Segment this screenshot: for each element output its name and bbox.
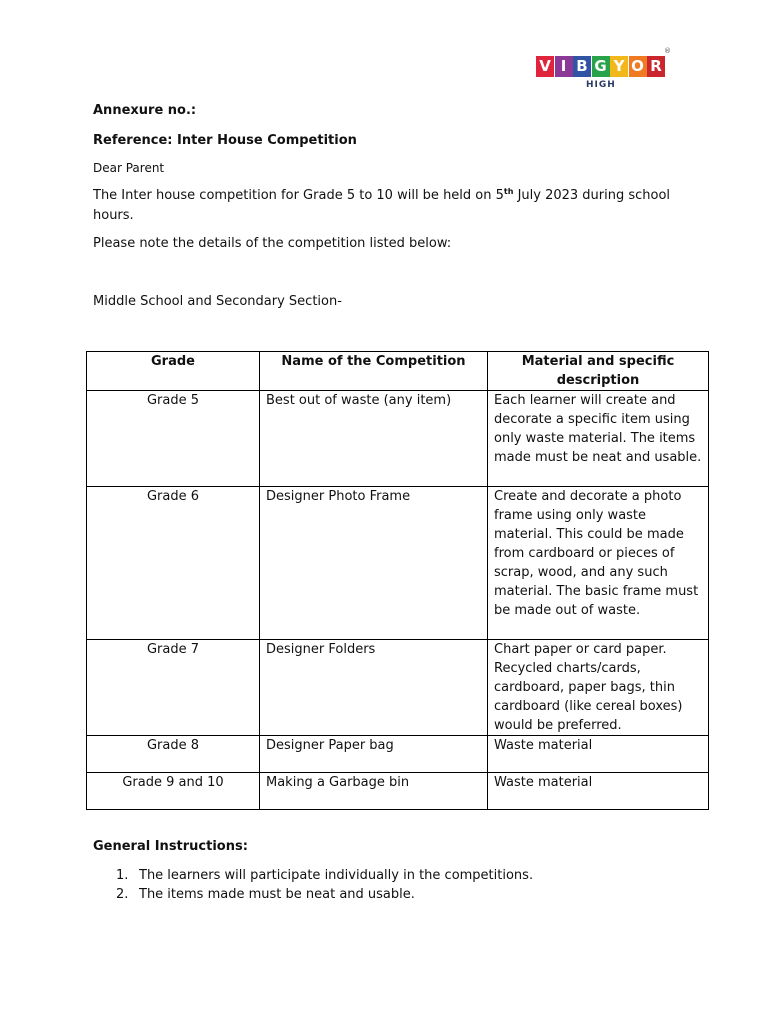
list-number: 2. [116, 887, 129, 902]
logo-letter: R [647, 56, 665, 77]
salutation: Dear Parent [93, 161, 165, 175]
column-header-grade: Grade [87, 352, 260, 391]
list-item [116, 885, 533, 904]
competition-table [86, 351, 709, 810]
logo-letter: G [592, 56, 610, 77]
grade-cell: Grade 8 [87, 736, 260, 773]
competition-name-cell: Designer Folders [260, 640, 488, 736]
material-cell: Waste material [488, 736, 709, 773]
table-row [87, 773, 709, 810]
registered-mark: ® [664, 47, 671, 55]
list-item-text: The learners will participate individually in the competitions. [139, 868, 534, 883]
list-number: 1. [116, 868, 129, 883]
logo-letter: B [573, 56, 591, 77]
intro-line-1 [93, 186, 670, 205]
material-cell: Waste material [488, 773, 709, 810]
logo-letter: O [629, 56, 647, 77]
material-cell: Each learner will create and decorate a specific item using only waste material. The items made must be neat and usable. [488, 391, 709, 487]
material-cell: Chart paper or card paper. Recycled charts/cards, cardboard, paper bags, thin cardboard (like cereal boxes) would be preferred. [488, 640, 709, 736]
vibgyor-high-logo [536, 47, 671, 95]
grade-cell: Grade 6 [87, 487, 260, 640]
competition-name-cell: Best out of waste (any item) [260, 391, 488, 487]
logo-subtitle: HIGH [586, 80, 616, 90]
grade-cell: Grade 9 and 10 [87, 773, 260, 810]
annexure-label: Annexure no.: [93, 103, 197, 118]
logo-letter: Y [610, 56, 628, 77]
reference-line: Reference: Inter House Competition [93, 133, 357, 148]
general-instructions-heading: General Instructions: [93, 839, 248, 854]
grade-cell: Grade 5 [87, 391, 260, 487]
table-header-row [87, 352, 709, 391]
column-header-name: Name of the Competition [260, 352, 488, 391]
note-line: Please note the details of the competition listed below: [93, 236, 452, 251]
list-item [116, 866, 533, 885]
table-row [87, 736, 709, 773]
grade-cell: Grade 7 [87, 640, 260, 736]
intro-text: The Inter house competition for Grade 5 to 10 will be held on 5 [93, 188, 504, 203]
logo-letter: I [555, 56, 573, 77]
competition-name-cell: Designer Photo Frame [260, 487, 488, 640]
table-row [87, 640, 709, 736]
list-item-text: The items made must be neat and usable. [139, 887, 415, 902]
material-cell: Create and decorate a photo frame using only waste material. This could be made from cardboard or pieces of scrap, wood, and any such material. The basic frame must be made out of waste. [488, 487, 709, 640]
intro-text-cont: July 2023 during school [513, 188, 671, 203]
section-heading: Middle School and Secondary Section- [93, 294, 342, 309]
table-row [87, 391, 709, 487]
competition-name-cell: Making a Garbage bin [260, 773, 488, 810]
logo-letters [536, 56, 666, 78]
table-row [87, 487, 709, 640]
competition-name-cell: Designer Paper bag [260, 736, 488, 773]
intro-line-2: hours. [93, 208, 134, 223]
ordinal-suffix: th [503, 187, 514, 196]
logo-letter: V [536, 56, 554, 77]
column-header-material: Material and specific description [488, 352, 709, 391]
instructions-list [116, 866, 533, 904]
